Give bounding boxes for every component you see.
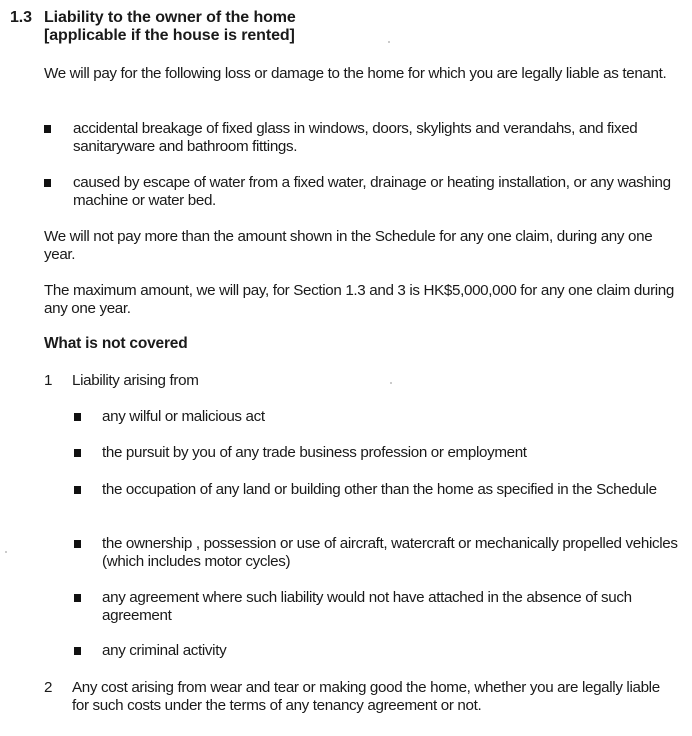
section-title-line2: [applicable if the house is rented] [44, 27, 295, 44]
covered-item-text: accidental breakage of fixed glass in windows, doors, skylights and verandahs, and fixed sanitaryware and bathroom fittings. [73, 120, 638, 155]
bullet-square-icon [74, 413, 81, 421]
exclusion-text: Liability arising from [72, 372, 199, 389]
scan-speck [388, 41, 390, 43]
exclusion-sub-item-text: the pursuit by you of any trade business profession or employment [102, 444, 527, 461]
section-number: 1.3 [10, 9, 32, 26]
scan-speck [5, 551, 7, 553]
bullet-square-icon [44, 179, 51, 187]
covered-item-text: caused by escape of water from a fixed water, drainage or heating installation, or any washing machine or water bed. [73, 174, 671, 209]
exclusion-number: 1 [44, 372, 53, 389]
exclusion-text: Any cost arising from wear and tear or making good the home, whether you are legally liable for such costs under the terms of any tenancy agreement or not. [72, 679, 660, 714]
bullet-square-icon [44, 125, 51, 133]
exclusion-sub-item-text: any wilful or malicious act [102, 408, 265, 425]
exclusion-sub-item-text: the occupation of any land or building other than the home as specified in the Schedule [102, 481, 657, 498]
bullet-square-icon [74, 647, 81, 655]
exclusion-number: 2 [44, 679, 53, 696]
scan-speck [390, 382, 392, 384]
maximum-paragraph: The maximum amount, we will pay, for Section 1.3 and 3 is HK$5,000,000 for any one claim during any one year. [44, 282, 674, 317]
not-covered-heading: What is not covered [44, 335, 188, 352]
section-title-line1: Liability to the owner of the home [44, 9, 296, 26]
section-title [44, 9, 296, 45]
bullet-square-icon [74, 449, 81, 457]
limit-paragraph: We will not pay more than the amount shown in the Schedule for any one claim, during any one year. [44, 228, 653, 263]
exclusion-sub-item-text: the ownership , possession or use of aircraft, watercraft or mechanically propelled vehicles (which includes motor cycles) [102, 535, 678, 570]
bullet-square-icon [74, 540, 81, 548]
intro-paragraph: We will pay for the following loss or damage to the home for which you are legally liable as tenant. [44, 65, 667, 82]
bullet-square-icon [74, 486, 81, 494]
bullet-square-icon [74, 594, 81, 602]
exclusion-sub-item-text: any agreement where such liability would not have attached in the absence of such agreement [102, 589, 632, 624]
exclusion-sub-item-text: any criminal activity [102, 642, 227, 659]
